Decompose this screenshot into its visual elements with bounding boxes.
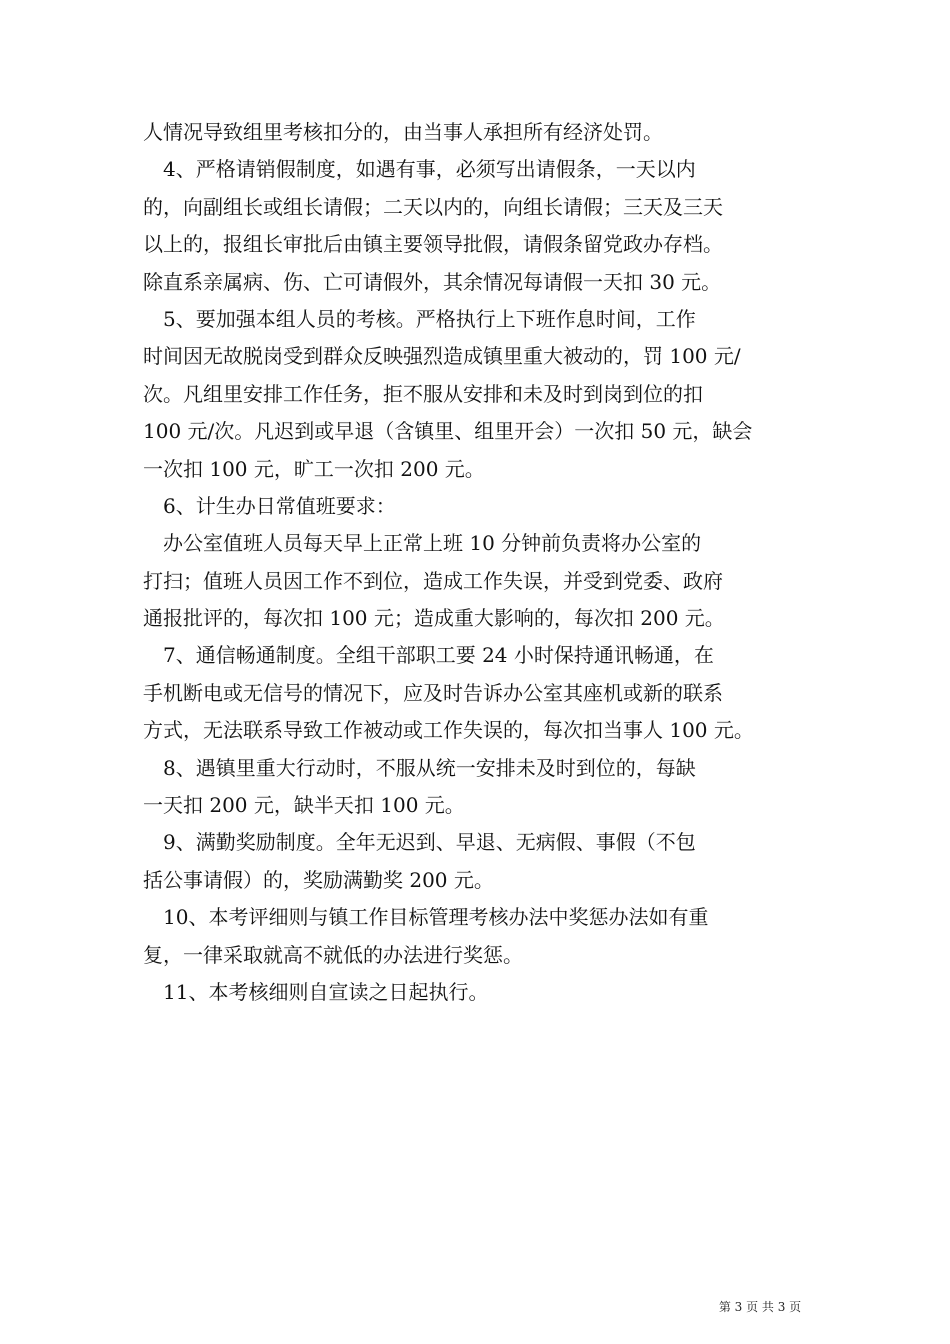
text-line: 11、本考核细则自宣读之日起执行。 bbox=[143, 979, 489, 1004]
text-line: 一天扣 200 元，缺半天扣 100 元。 bbox=[143, 793, 465, 818]
text-line: 5、要加强本组人员的考核。严格执行上下班作息时间，工作 bbox=[143, 306, 696, 331]
text-line: 9、满勤奖励制度。全年无迟到、早退、无病假、事假（不包 bbox=[143, 830, 696, 855]
text-line: 7、通信畅通制度。全组干部职工要 24 小时保持通讯畅通，在 bbox=[143, 643, 714, 668]
text-line: 6、计生办日常值班要求： bbox=[143, 493, 396, 518]
text-line: 的，向副组长或组长请假；二天以内的，向组长请假；三天及三天 bbox=[143, 194, 723, 219]
document-body bbox=[143, 114, 809, 1011]
text-line: 通报批评的，每次扣 100 元；造成重大影响的，每次扣 200 元。 bbox=[143, 606, 725, 631]
text-line: 人情况导致组里考核扣分的，由当事人承担所有经济处罚。 bbox=[143, 120, 663, 144]
text-line: 4、严格请销假制度，如遇有事，必须写出请假条，一天以内 bbox=[143, 157, 696, 182]
text-line: 8、遇镇里重大行动时，不服从统一安排未及时到位的，每缺 bbox=[143, 755, 696, 780]
text-line: 一次扣 100 元，旷工一次扣 200 元。 bbox=[143, 456, 485, 481]
page-number: 第 3 页 共 3 页 bbox=[718, 1300, 802, 1314]
text-line: 次。凡组里安排工作任务，拒不服从安排和未及时到岗到位的扣 bbox=[143, 381, 703, 406]
text-line: 括公事请假）的，奖励满勤奖 200 元。 bbox=[143, 867, 494, 892]
text-line: 手机断电或无信号的情况下，应及时告诉办公室其座机或新的联系 bbox=[143, 680, 723, 705]
text-line: 以上的，报组长审批后由镇主要领导批假，请假条留党政办存档。 bbox=[143, 232, 723, 257]
text-line: 时间因无故脱岗受到群众反映强烈造成镇里重大被动的，罚 100 元/ bbox=[143, 344, 741, 369]
text-line: 10、本考评细则与镇工作目标管理考核办法中奖惩办法如有重 bbox=[143, 905, 709, 930]
text-line: 100 元/次。凡迟到或早退（含镇里、组里开会）一次扣 50 元，缺会 bbox=[143, 419, 753, 444]
text-line: 除直系亲属病、伤、亡可请假外，其余情况每请假一天扣 30 元。 bbox=[143, 269, 722, 294]
text-line: 打扫；值班人员因工作不到位，造成工作失误，并受到党委、政府 bbox=[143, 568, 723, 593]
text-line: 方式，无法联系导致工作被动或工作失误的，每次扣当事人 100 元。 bbox=[143, 718, 754, 743]
text-line: 复，一律采取就高不就低的办法进行奖惩。 bbox=[143, 942, 523, 967]
text-line: 办公室值班人员每天早上正常上班 10 分钟前负责将办公室的 bbox=[143, 531, 702, 556]
